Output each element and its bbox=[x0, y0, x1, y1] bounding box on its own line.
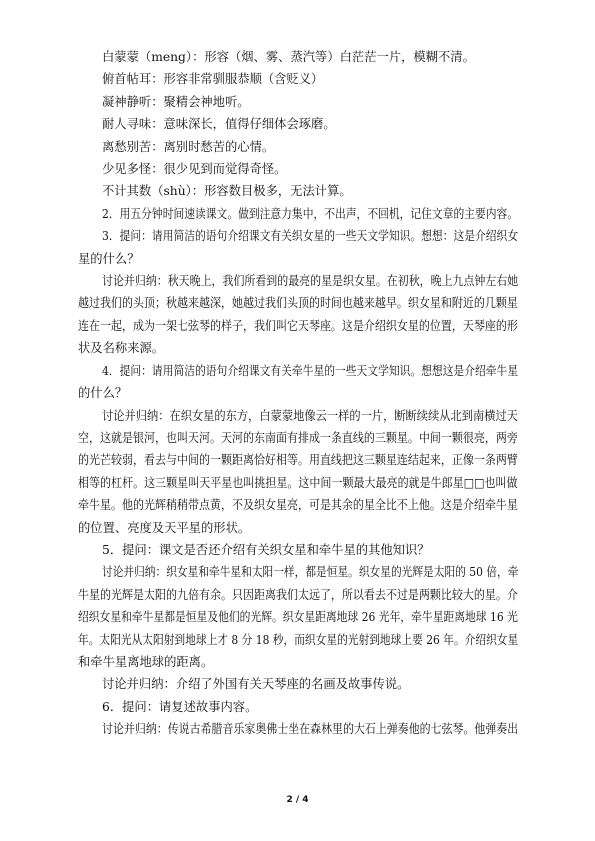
text-line: 6．提问：请复述故事内容。 bbox=[102, 699, 258, 714]
text-line: 相等的杠杆。这三颗星叫天平星也叫挑担星。这中间一颗最大最亮的就是牛郎星□□也叫做 bbox=[78, 475, 518, 490]
text-line: 星的什么？ bbox=[78, 251, 140, 266]
text-line: 讨论并归纳：秋天晚上，我们所看到的最亮的星是织女星。在初秋，晚上九点钟左右她 bbox=[102, 274, 518, 289]
text-line: 俯首帖耳：形容非常驯服恭顺（含贬义） bbox=[102, 72, 324, 87]
text-line: 和牵牛星离地球的距离。 bbox=[78, 654, 214, 669]
text-line: 4．提问：请用简洁的语句介绍课文有关牵牛星的一些天文学知识。想想这是介绍牵牛星 bbox=[102, 363, 518, 378]
text-line: 的什么？ bbox=[78, 386, 128, 401]
text-line: 讨论并归纳：织女星和牵牛星和太阳一样，都是恒星。织女星的光辉是太阳的 50 倍，牵 bbox=[102, 565, 518, 580]
text-line: 讨论并归纳：介绍了外国有关天琴座的名画及故事传说。 bbox=[102, 677, 410, 692]
text-line: 2．用五分钟时间速读课文。做到注意力集中，不出声，不回机，记住文章的主要内容。 bbox=[102, 206, 518, 221]
text-line: 的光芒较弱，看去与中间的一颗距离恰好相等。用直线把这三颗星连结起来，正像一条两臂 bbox=[78, 453, 518, 468]
text-line: 牵牛星。他的光辉稍稍带点黄，不及织女星亮，可是其余的星全比不上他。这是介绍牵牛星 bbox=[78, 498, 518, 513]
text-line: 年。太阳光从太阳射到地球上才 8 分 18 秒，而织女星的光射到地球上要 26 年。介绍织女星 bbox=[78, 632, 518, 647]
text-line: 连在一起，成为一架七弦琴的样子，我们叫它天琴座。这是介绍织女星的位置，天琴座的形 bbox=[78, 318, 518, 333]
text-line: 讨论并归纳：在织女星的东方，白蒙蒙地像云一样的一片，断断续续从北到南横过天 bbox=[102, 408, 518, 423]
text-line: 绍织女星和牵牛星都是恒星及他们的光辉。织女星距离地球 26 光年，牵牛星距离地球 16 光 bbox=[78, 610, 518, 625]
page-number: 2 / 4 bbox=[286, 795, 309, 805]
text-line: 白蒙蒙（meng）：形容（烟、雾、蒸汽等）白茫茫一片，模糊不清。 bbox=[102, 50, 475, 64]
document-body bbox=[78, 46, 518, 741]
text-line: 的位置、亮度及天平星的形状。 bbox=[78, 520, 251, 535]
text-line: 3．提问：请用简洁的语句介绍课文有关织女星的一些天文学知识。想想：这是介绍织女 bbox=[102, 229, 518, 244]
text-line: 少见多怪：很少见到而觉得奇怪。 bbox=[102, 162, 287, 177]
text-line: 不计其数（shù）：形容数目极多，无法计算。 bbox=[102, 184, 352, 199]
text-line: 状及名称来源。 bbox=[78, 341, 165, 356]
text-line: 越过我们的头顶；秋越来越深，她越过我们头顶的时间也越来越早。织女星和附近的几颗星 bbox=[78, 296, 518, 311]
text-line: 空，这就是银河，也叫天河。天河的东南面有排成一条直线的三颗星。中间一颗很亮，两旁 bbox=[78, 430, 518, 445]
text-line: 离愁别苦：离别时愁苦的心情。 bbox=[102, 139, 275, 154]
text-line: 凝神静听：聚精会神地听。 bbox=[102, 94, 250, 109]
text-line: 5．提问：课文是否还介绍有关织女星和牵牛星的其他知识？ bbox=[102, 542, 430, 557]
text-line: 讨论并归纳：传说古希腊音乐家奥佛士坐在森林里的大石上弹奏他的七弦琴。他弹奏出 bbox=[102, 722, 518, 737]
text-line: 耐人寻味：意味深长，值得仔细体会琢磨。 bbox=[102, 117, 336, 132]
text-line: 牛星的光辉是太阳的九倍有余。只因距离我们太远了，所以看去不过是两颗比较大的星。介 bbox=[78, 587, 518, 602]
